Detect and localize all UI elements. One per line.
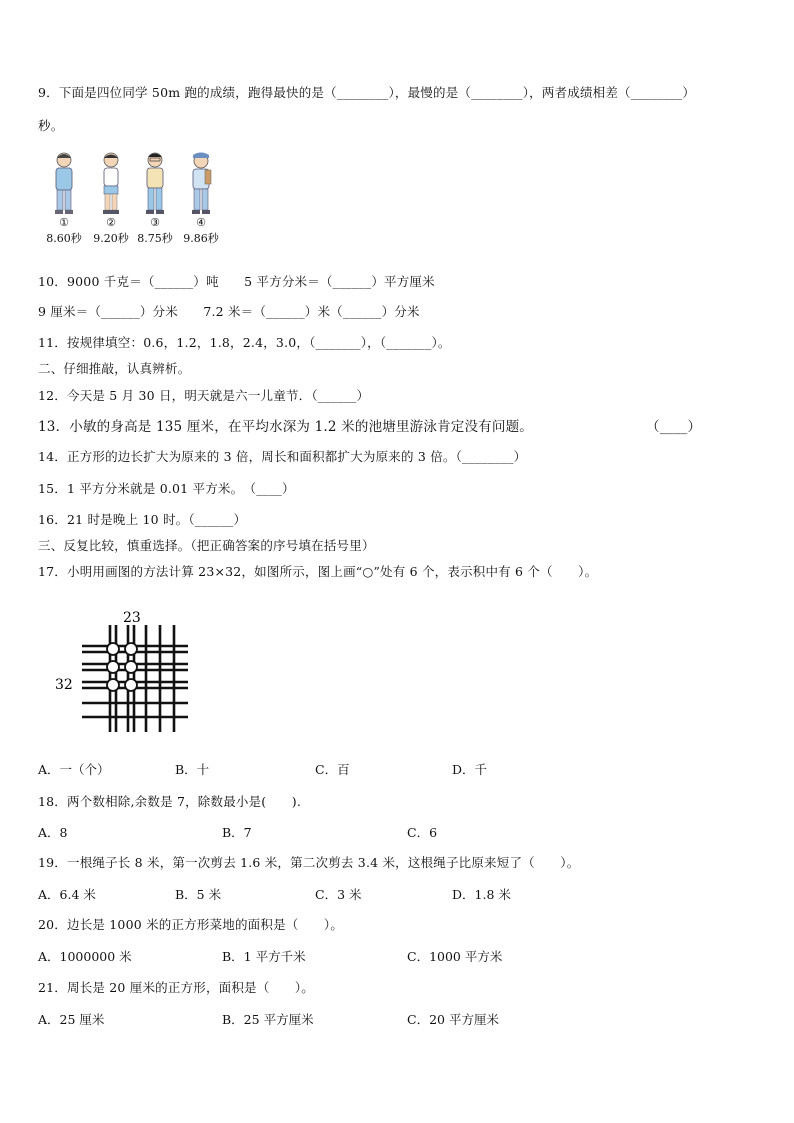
question-13: 13．小敏的身高是 135 厘米，在平均水深为 1.2 米的池塘里游泳肯定没有问题。 — [38, 419, 533, 435]
multiplication-line-diagram — [50, 605, 200, 739]
q17-option-d[interactable]: D．千 — [452, 762, 488, 777]
q18-option-b[interactable]: B．7 — [222, 825, 252, 840]
question-9-line1: 9．下面是四位同学 50m 跑的成绩，跑得最快的是（________），最慢的是（________），两者成绩相差（________） — [38, 85, 696, 100]
q17-option-a[interactable]: A．一（个） — [38, 762, 110, 777]
q21-option-b[interactable]: B．25 平方厘米 — [222, 1012, 314, 1027]
q18-option-a[interactable]: A．8 — [38, 825, 68, 840]
diagram-lines — [82, 625, 188, 732]
runner-2-time: 9.20秒 — [93, 232, 129, 245]
diagram-circles — [107, 643, 137, 691]
q20-option-c[interactable]: C．1000 平方米 — [407, 949, 503, 964]
runner-1-illustration — [44, 150, 84, 216]
q18-option-c[interactable]: C．6 — [407, 825, 438, 840]
question-14: 14．正方形的边长扩大为原来的 3 倍，周长和面积都扩大为原来的 3 倍。（________） — [38, 449, 527, 464]
runner-4-number: ④ — [196, 216, 206, 229]
question-19: 19．一根绳子长 8 米，第一次剪去 1.6 米，第二次剪去 3.4 米，这根绳子比原来短了（ ）。 — [38, 855, 580, 870]
question-15: 15．1 平方分米就是 0.01 平方米。 （____） — [38, 481, 295, 496]
runner-4-time: 9.86秒 — [183, 232, 219, 245]
q17-option-c[interactable]: C．百 — [315, 762, 350, 777]
q19-option-d[interactable]: D．1.8 米 — [452, 887, 511, 902]
question-11: 11．按规律填空：0.6，1.2，1.8，2.4，3.0，（_______），（_______）。 — [38, 335, 451, 350]
question-9-line2: 秒。 — [38, 118, 64, 133]
section-2-heading: 二、仔细推敲，认真辨析。 — [38, 361, 191, 376]
q19-option-a[interactable]: A．6.4 米 — [38, 887, 96, 902]
diagram-label-32: 32 — [55, 677, 73, 693]
question-10-line2: 9 厘米＝（______）分米 7.2 米＝（______）米（______）分米 — [38, 304, 420, 319]
q19-option-c[interactable]: C．3 米 — [315, 887, 362, 902]
question-18: 18．两个数相除,余数是 7，除数最小是( ). — [38, 794, 302, 809]
q19-option-b[interactable]: B．5 米 — [175, 887, 222, 902]
q21-option-c[interactable]: C．20 平方厘米 — [407, 1012, 499, 1027]
question-20: 20．边长是 1000 米的正方形菜地的面积是（ ）。 — [38, 917, 344, 932]
runner-1-number: ① — [59, 216, 69, 229]
runner-3-illustration — [135, 150, 175, 216]
q21-option-a[interactable]: A．25 厘米 — [38, 1012, 105, 1027]
q20-option-a[interactable]: A．1000000 米 — [38, 949, 132, 964]
q17-option-b[interactable]: B．十 — [175, 762, 210, 777]
runner-1-time: 8.60秒 — [46, 232, 82, 245]
question-16: 16．21 时是晚上 10 时。（______） — [38, 512, 247, 527]
question-17: 17．小明用画图的方法计算 23×32，如图所示，图上画“○”处有 6 个，表示积中有 6 个（ ）。 — [38, 564, 598, 579]
question-21: 21．周长是 20 厘米的正方形，面积是（ ）。 — [38, 980, 315, 995]
question-10-line1: 10．9000 千克＝（______）吨 5 平方分米＝（______）平方厘米 — [38, 274, 435, 289]
question-12: 12．今天是 5 月 30 日，明天就是六一儿童节．（______） — [38, 388, 370, 403]
section-3-heading: 三、反复比较，慎重选择。（把正确答案的序号填在括号里） — [38, 538, 375, 553]
question-13-blank: （____） — [646, 419, 702, 435]
q20-option-b[interactable]: B．1 平方千米 — [222, 949, 306, 964]
runner-3-number: ③ — [150, 216, 160, 229]
diagram-label-23: 23 — [123, 610, 141, 626]
runner-3-time: 8.75秒 — [137, 232, 173, 245]
runner-2-number: ② — [106, 216, 116, 229]
runner-4-illustration — [181, 150, 221, 216]
runner-2-illustration — [91, 150, 131, 216]
